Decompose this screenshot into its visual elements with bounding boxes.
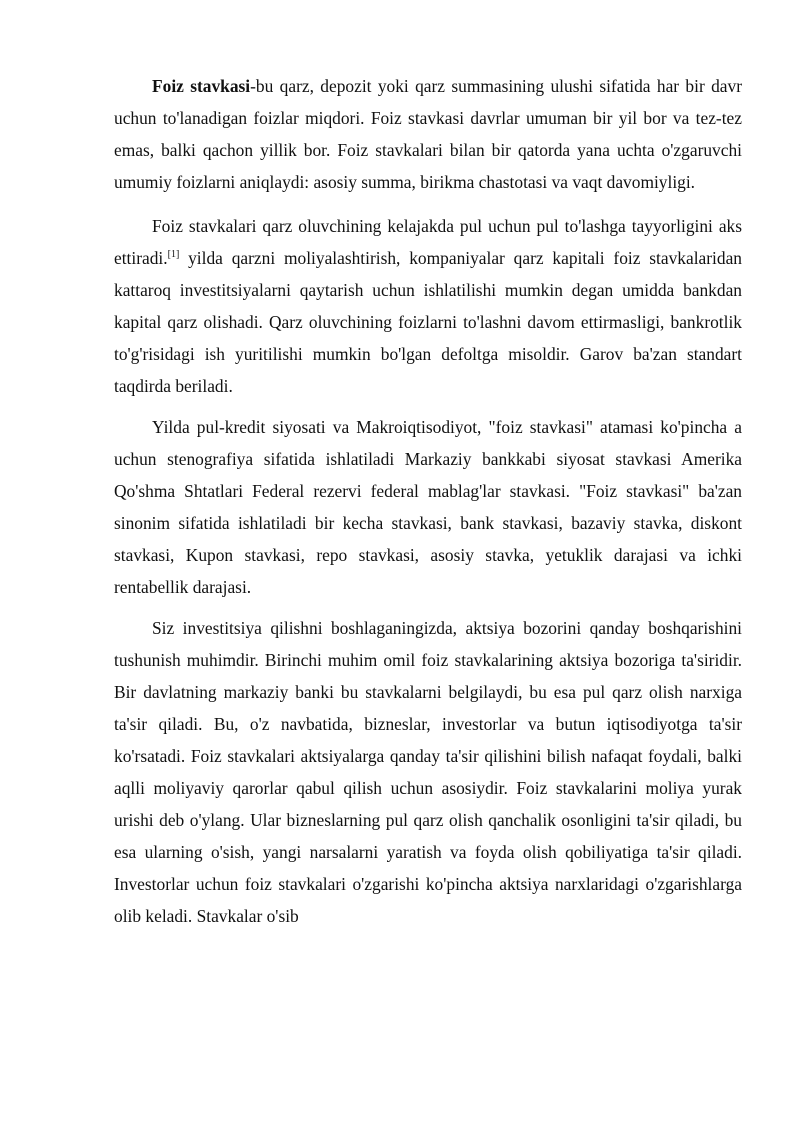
paragraph-borrowing <box>114 210 742 402</box>
paragraph-text: Siz investitsiya qilishni boshlaganingizda, aktsiya bozorini qanday boshqarishini tushunish muhimdir. Birinchi muhim omil foiz stavkalarining aktsiya bozoriga ta'siridir. Bir davlatning markaziy banki bu stavkalarni belgilaydi, bu esa pul qarz olish narxiga ta'sir qiladi. Bu, o'z navbatida, bizneslar, investorlar va butun iqtisodiyotga ta'sir ko'rsatadi. Foiz stavkalari aktsiyalarga qanday ta'sir qilishini bilish nafaqat foydali, balki aqlli moliyaviy qarorlar qabul qilish uchun asosiydir. Foiz stavkalarini moliya yurak urishi deb o'ylang. Ular bizneslarning pul qarz olish qanchalik osonligini ta'sir qiladi, bu esa ularning o'sish, yangi narsalarni yaratish va foyda olish qobiliyatiga ta'sir qiladi. Investorlar uchun foiz stavkalari o'zgarishi ko'pincha aktsiya narxlaridagi o'zgarishlarga olib keladi. Stavkalar o'sib <box>114 618 742 926</box>
paragraph-text: -bu qarz, depozit yoki qarz summasining ulushi sifatida har bir davr uchun to'lanadigan foizlar miqdori. Foiz stavkasi davrlar umuman bir yil bor va tez-tez emas, balki qachon yillik bor. Foiz stavkalari bilan bir qatorda yana uchta o'zgaruvchi umumiy foizlarni aniqlaydi: asosiy summa, birikma chastotasi va vaqt davomiyligi. <box>114 76 742 192</box>
paragraph-text: Yilda pul-kredit siyosati va Makroiqtisodiyot, "foiz stavkasi" atamasi ko'pincha a uchun stenografiya sifatida ishlatiladi Markaziy bankkabi siyosat stavkasi Amerika Qo'shma Shtatlari Federal rezervi federal mablag'lar stavkasi. "Foiz stavkasi" ba'zan sinonim sifatida ishlatiladi bir kecha stavkasi, bank stavkasi, bazaviy stavka, diskont stavkasi, Kupon stavkasi, repo stavkasi, asosiy stavka, yetuklik darajasi va ichki rentabellik darajasi. <box>114 417 742 597</box>
paragraph-stock-market <box>114 612 742 932</box>
footnote-reference[interactable]: [1] <box>167 249 180 261</box>
paragraph-text: Foiz stavkalari qarz oluvchining kelajakda pul uchun pul to'lashga tayyorligini aks ettiradi. <box>114 216 742 268</box>
paragraph-text: yilda qarzni moliyalashtirish, kompaniyalar qarz kapitali foiz stavkalaridan kattaroq investitsiyalarni qaytarish uchun ishlatilishi mumkin degan umidda bankdan kapital qarz olishadi. Qarz oluvchining foizlarni to'lashni davom ettirmasligi, bankrotlik to'g'risidagi ish yuritilishi mumkin bo'lgan defoltga misoldir. Garov ba'zan standart taqdirda beriladi. <box>114 248 742 396</box>
paragraph-definition <box>114 70 742 198</box>
term-bold: Foiz stavkasi <box>152 76 251 96</box>
paragraph-monetary-policy <box>114 411 742 603</box>
